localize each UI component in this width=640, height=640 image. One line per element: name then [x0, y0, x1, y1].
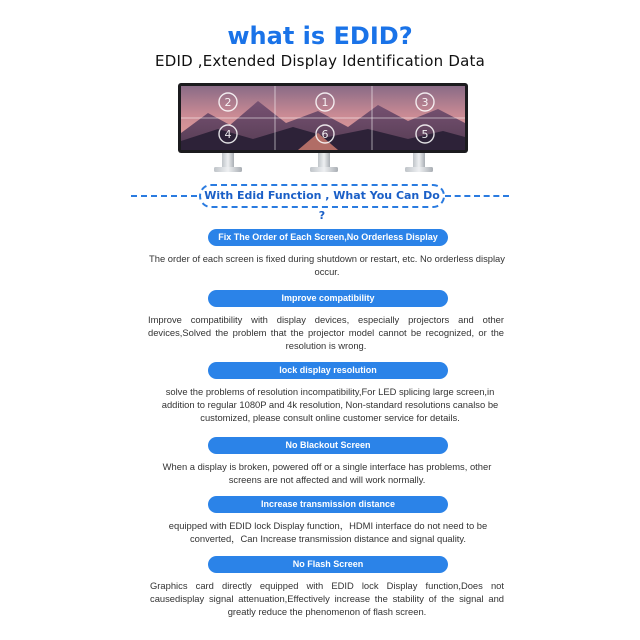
feature-text-transmission: equipped with EDID lock Display function，HDMI interface do not need to be converted，Can Increase transmission distance and signal quality. — [168, 520, 488, 544]
screen-number-5: 5 — [421, 128, 429, 141]
feature-label-lock-resolution: lock display resolution — [208, 362, 448, 379]
function-heading: With Edid Function , What You Can Do ? — [199, 184, 445, 208]
screen-number-3: 3 — [421, 96, 429, 109]
screen-number-6: 6 — [321, 128, 329, 141]
feature-label-no-blackout: No Blackout Screen — [208, 437, 448, 454]
dashed-line-left — [131, 195, 197, 197]
monitor-stands — [214, 153, 433, 172]
screen-number-4: 4 — [224, 128, 232, 141]
feature-label-transmission: Increase transmission distance — [208, 496, 448, 513]
page-subtitle: EDID ,Extended Display Identification Data — [155, 52, 485, 70]
feature-text-compatibility: Improve compatibility with display devices, especially projectors and other devices,Solved the problem that the projector model cannot be recognized, or the resolution is wrong. — [148, 314, 504, 351]
dashed-line-right — [445, 195, 509, 197]
feature-label-screen-order: Fix The Order of Each Screen,No Orderless Display — [208, 229, 448, 246]
screen-number-1: 1 — [321, 96, 329, 109]
feature-label-compatibility: Improve compatibility — [208, 290, 448, 307]
function-heading-bar — [131, 184, 509, 222]
screen-number-2: 2 — [224, 96, 232, 109]
monitor-wall-illustration — [178, 83, 468, 175]
page-title: what is EDID? — [227, 22, 413, 50]
feature-text-no-blackout: When a display is broken, powered off or a single interface has problems, other screens are not affected and will work normally. — [162, 461, 492, 485]
feature-text-screen-order: The order of each screen is fixed during shutdown or restart, etc. No orderless display occur. — [149, 253, 505, 277]
feature-label-no-flash: No Flash Screen — [208, 556, 448, 573]
feature-text-no-flash: Graphics card directly equipped with EDID lock Display function,Does not causedisplay signal attenuation,Effectively increase the stability of the signal and greatly reduce the phenomenon of flash screen. — [150, 580, 504, 617]
feature-text-lock-resolution: solve the problems of resolution incompatibility,For LED splicing large screen,in addition to regular 1080P and 4k resolution, Non-standard resolutions canalso be customized, please consult online customer service for details. — [161, 386, 499, 423]
